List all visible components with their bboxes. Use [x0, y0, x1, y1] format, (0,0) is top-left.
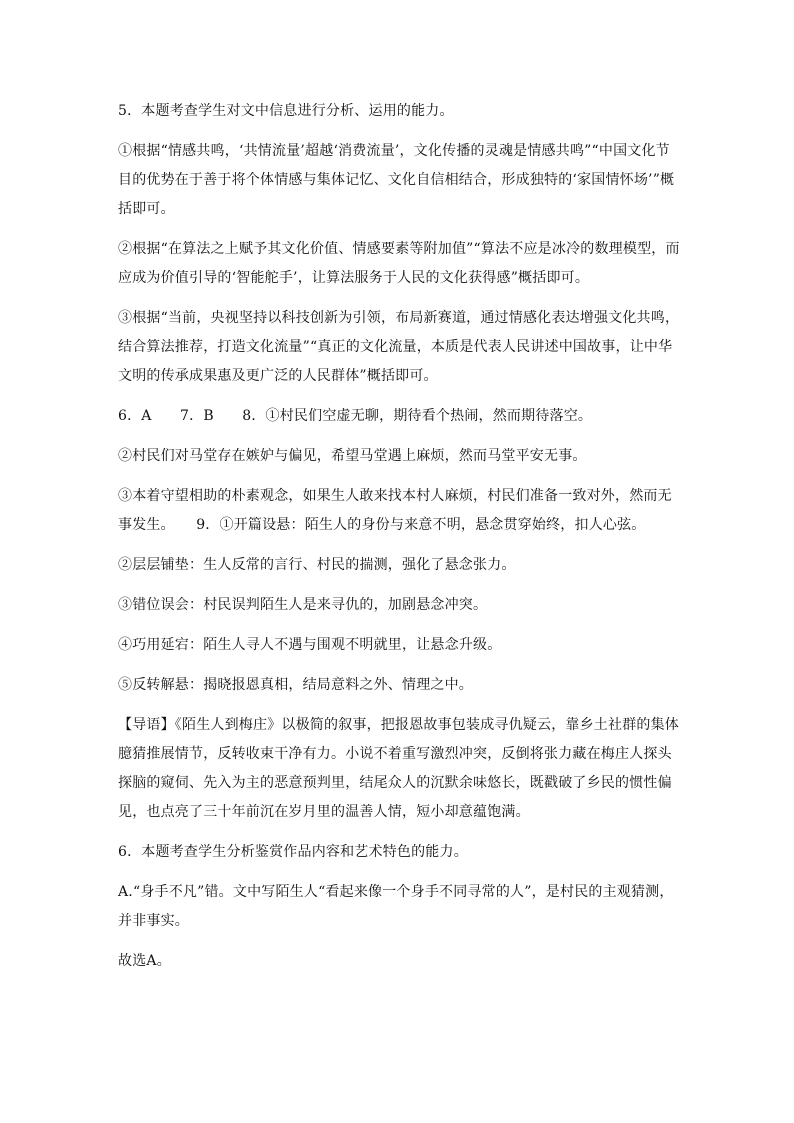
paragraph-q8-point-2: ②村民们对马堂存在嫉妒与偏见，希望马堂遇上麻烦，然而马堂平安无事。: [118, 448, 587, 464]
paragraph-q5-point-2: ②根据“在算法之上赋予其文化价值、情感要素等附加值”“算法不应是冰冷的数理模型，而应成为价值引导的‘智能舵手’，让算法服务于人民的文化获得感”概括即可。: [118, 241, 680, 286]
paragraph-guide: 【导语】《陌生人到梅庄》以极简的叙事，把报恩故事包装成寻仇疑云，靠乡土社群的集体臆猜推展情节，反转收束干净有力。小说不着重写激烈冲突，反倒将张力藏在梅庄人探头探脑的窥伺、先入为主的恶意预判里，结尾众人的沉默余味悠长，既戳破了乡民的惯性偏见，也点亮了三十年前沉在岁月里的温善人情，短小却意蕴饱满。: [118, 717, 679, 820]
paragraph-q5-intro: 5．本题考查学生对文中信息进行分析、运用的能力。: [118, 103, 454, 119]
paragraph-q9-point-4: ④巧用延宕：陌生人寻人不遇与围观不明就里，让悬念升级。: [118, 637, 502, 653]
answer-text-body: [118, 97, 684, 987]
paragraph-q5-point-1: ①根据“情感共鸣，‘共情流量’超越‘消费流量’，文化传播的灵魂是情感共鸣”“中国文化节目的优势在于善于将个体情感与集体记忆、文化自信相结合，形成独特的‘家国情怀场’”概括即可。: [118, 143, 675, 217]
paragraph-q6-intro: 6．本题考查学生分析鉴赏作品内容和艺术特色的能力。: [118, 844, 468, 860]
paragraph-q6-q8-answers: 6．A 7．B 8．①村民们空虚无聊，期待看个热闹，然而期待落空。: [118, 408, 593, 424]
paragraph-q8-q9-point: ③本着守望相助的朴素观念，如果生人敢来找本村人麻烦，村民们准备一致对外，然而无事发生。 9．①开篇设悬：陌生人的身份与来意不明，悬念贯穿始终，扣人心弦。: [118, 488, 672, 533]
paragraph-q9-point-3: ③错位误会：村民误判陌生人是来寻仇的，加剧悬念冲突。: [118, 597, 488, 613]
paragraph-q9-point-2: ②层层铺垫：生人反常的言行、村民的揣测，强化了悬念张力。: [118, 557, 516, 573]
paragraph-q6-analysis: A.“身手不凡”错。文中写陌生人“看起来像一个身手不同寻常的人”，是村民的主观猜测，并非事实。: [118, 884, 674, 929]
paragraph-q9-point-5: ⑤反转解悬：揭晓报恩真相，结局意料之外、情理之中。: [118, 677, 473, 693]
paragraph-q5-point-3: ③根据“当前，央视坚持以科技创新为引领，布局新赛道，通过情感化表达增强文化共鸣，结合算法推荐，打造文化流量”“真正的文化流量，本质是代表人民讲述中国故事，让中华文明的传承成果惠及更广泛的人民群体”概括即可。: [118, 310, 680, 384]
paragraph-q6-answer: 故选A。: [118, 953, 171, 969]
